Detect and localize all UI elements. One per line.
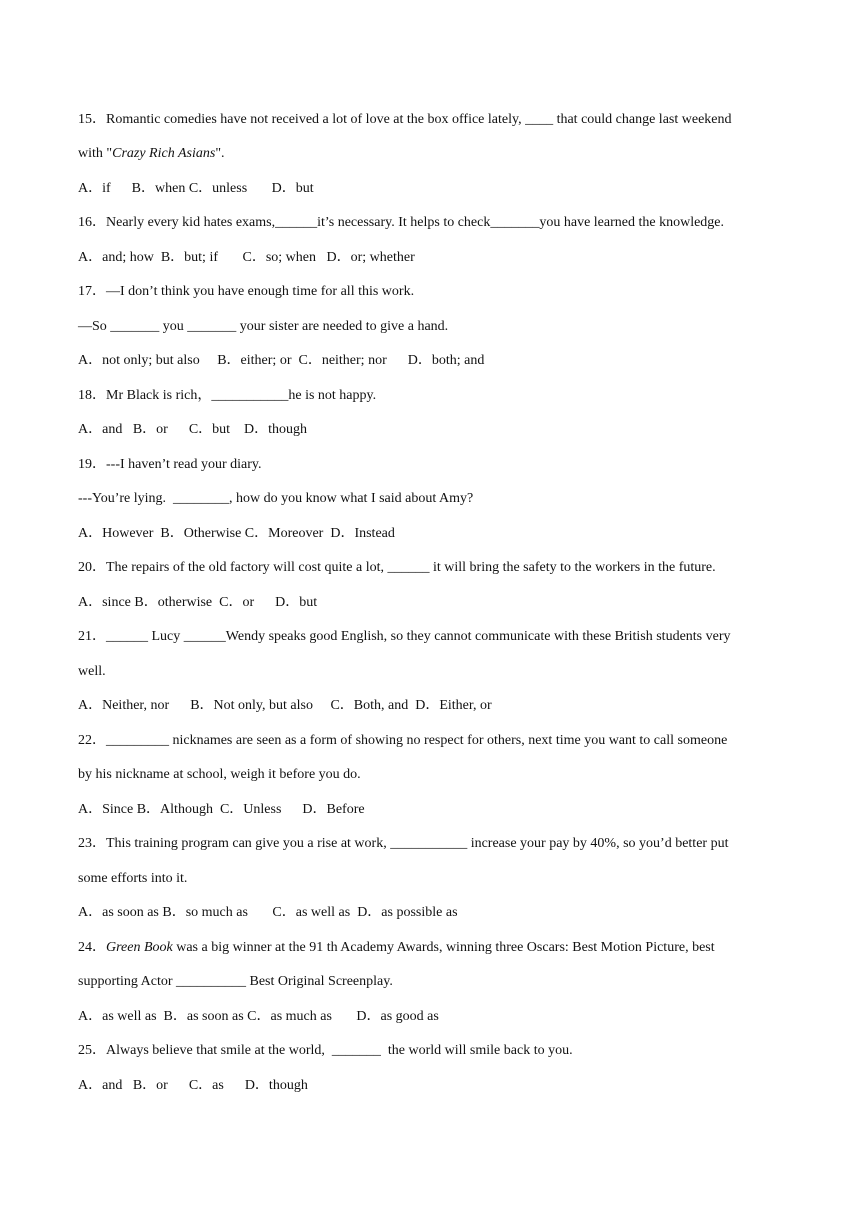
q20-stem-line-1: 20．The repairs of the old factory will cost quite a lot, ______ it will bring the safety to the workers in the future. (78, 560, 716, 575)
q19-stem-line-2: ---You’re lying. ________, how do you know what I said about Amy? (78, 491, 474, 506)
q15-movie-title: Crazy Rich Asians (112, 146, 216, 161)
q24-movie-title: Green Book (106, 940, 173, 955)
q24-stem-pre: 24． (78, 940, 106, 955)
q15-stem-pre: with " (78, 146, 113, 161)
q25-stem-line-1: 25．Always believe that smile at the world, _______ the world will smile back to you. (78, 1043, 573, 1058)
q15-stem-line-2 (78, 144, 798, 164)
q15-stem-post: ". (215, 146, 225, 161)
q17-stem-line-1: 17．—I don’t think you have enough time for all this work. (78, 284, 415, 299)
q24-stem-line-2: supporting Actor __________ Best Original Screenplay. (78, 974, 393, 989)
q21-options: A．Neither, nor B．Not only, but also C．Both, and D．Either, or (78, 698, 492, 713)
q21-stem-line-2: well. (78, 664, 106, 679)
q16-stem-line-1: 16．Nearly every kid hates exams,______it’s necessary. It helps to check_______you have learned the knowledge. (78, 215, 725, 230)
q17-stem-line-2: —So _______ you _______ your sister are needed to give a hand. (78, 319, 449, 334)
q19-options: A．However B．Otherwise C．Moreover D．Instead (78, 526, 395, 541)
q24-stem-line-1 (78, 938, 798, 958)
q24-options: A．as well as B．as soon as C．as much as D．as good as (78, 1009, 439, 1024)
q18-options: A．and B．or C．but D．though (78, 422, 308, 437)
q22-stem-line-2: by his nickname at school, weigh it before you do. (78, 767, 361, 782)
q21-stem-line-1: 21．______ Lucy ______Wendy speaks good English, so they cannot communicate with these British students very (78, 629, 731, 644)
q22-stem-line-1: 22．_________ nicknames are seen as a form of showing no respect for others, next time you want to call someone (78, 733, 728, 748)
q16-options: A．and; how B．but; if C．so; when D．or; whether (78, 250, 415, 265)
q25-options: A．and B．or C．as D．though (78, 1078, 308, 1093)
q19-stem-line-1: 19．---I haven’t read your diary. (78, 457, 262, 472)
q24-stem-post: was a big winner at the 91 th Academy Awards, winning three Oscars: Best Motion Picture, best (172, 940, 715, 955)
q22-options: A．Since B．Although C．Unless D．Before (78, 802, 365, 817)
q23-stem-line-1: 23．This training program can give you a rise at work, ___________ increase your pay by 40%, so you’d better put (78, 836, 729, 851)
q15-stem-line-1: 15．Romantic comedies have not received a lot of love at the box office lately, ____ that could change last weekend (78, 112, 732, 127)
q23-options: A．as soon as B．so much as C．as well as D．as possible as (78, 905, 458, 920)
q17-options: A．not only; but also B．either; or C．neither; nor D．both; and (78, 353, 485, 368)
q15-options: A．if B．when C．unless D．but (78, 181, 314, 196)
q20-options: A．since B．otherwise C．or D．but (78, 595, 318, 610)
q18-stem-line-1: 18．Mr Black is rich，___________he is not happy. (78, 388, 377, 403)
q23-stem-line-2: some efforts into it. (78, 871, 188, 886)
